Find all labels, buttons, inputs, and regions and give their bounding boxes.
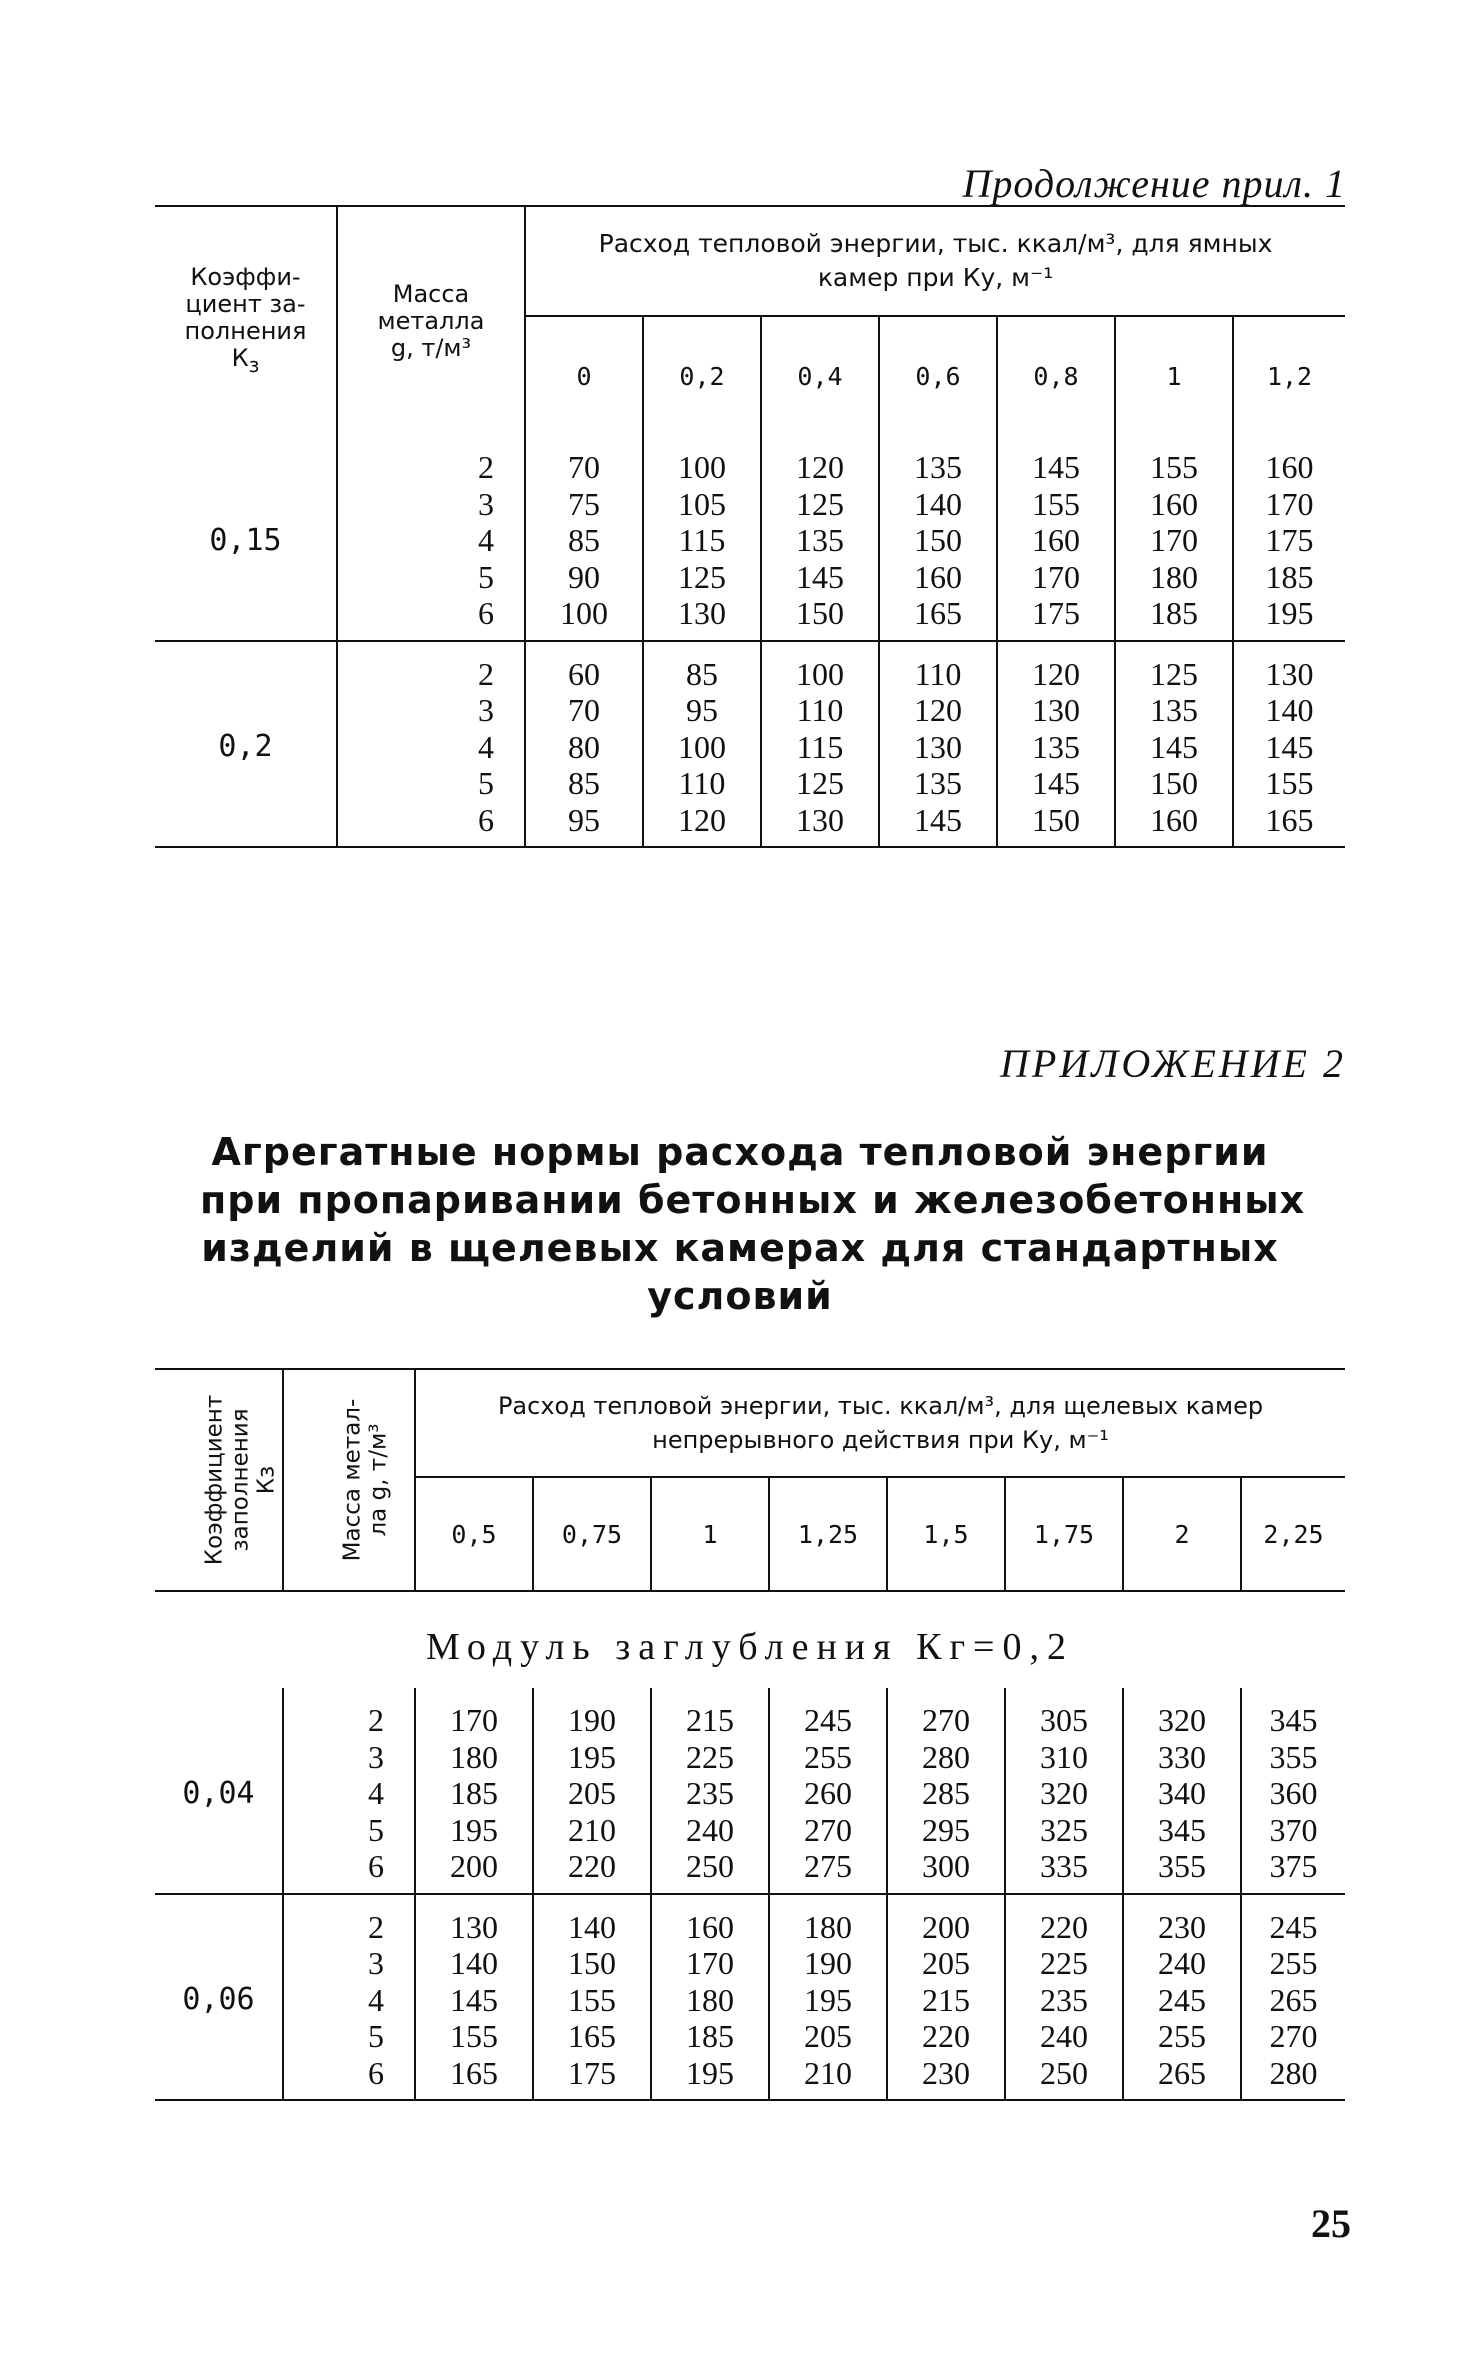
table-cell: 85: [686, 655, 718, 692]
mass-values: [283, 1688, 415, 1894]
table-cell: 255: [1269, 1945, 1318, 1981]
table-cell: 95: [568, 801, 600, 838]
value-column: [1123, 1688, 1241, 1894]
table-cell: 130: [1032, 692, 1080, 728]
k-value: 0,04: [182, 1775, 255, 1811]
value-column: [415, 1688, 533, 1894]
value-column: [1115, 435, 1233, 641]
table-cell: 195: [686, 2054, 734, 2091]
table-appendix-2-body: [155, 1688, 1345, 2101]
table-cell: 245: [1158, 1981, 1206, 2018]
table-cell: 120: [914, 692, 962, 728]
table-cell: 345: [1158, 1811, 1206, 1848]
table-cell: 105: [678, 485, 726, 522]
table-cell: 170: [450, 1702, 498, 1738]
table-appendix-1-continued: [155, 205, 1345, 848]
title-line: условий: [647, 1274, 833, 1318]
table-cell: 160: [914, 558, 962, 595]
mass-values: [337, 641, 525, 848]
table-cell: 270: [922, 1702, 970, 1738]
table-cell: 335: [1040, 1848, 1088, 1884]
table-cell: 255: [1158, 2018, 1206, 2054]
table-cell: 135: [796, 522, 844, 558]
col-header: 0,5: [415, 1477, 533, 1591]
table-cell: 125: [678, 558, 726, 595]
mass-values: [283, 1894, 415, 2101]
mass-value: 4: [368, 1981, 384, 2018]
col-header: 0,75: [533, 1477, 651, 1591]
value-column: [761, 641, 879, 848]
table-cell: 145: [1032, 765, 1080, 801]
value-column: [1005, 1688, 1123, 1894]
table-cell: 185: [686, 2018, 734, 2054]
table-cell: 300: [922, 1848, 970, 1884]
table-cell: 175: [568, 2054, 616, 2091]
table-cell: 165: [450, 2054, 498, 2091]
mass-value: 6: [478, 801, 494, 838]
value-column: [525, 641, 643, 848]
table-cell: 250: [1040, 2054, 1088, 2091]
title-line: при пропаривании бетонных и железобетонных: [200, 1178, 1306, 1222]
table-cell: 85: [568, 522, 600, 558]
mass-value: 3: [368, 1945, 384, 1981]
mass-value: 3: [478, 692, 494, 728]
table-cell: 160: [1150, 485, 1198, 522]
k-column-header: Коэффициент заполнения Кз: [155, 1369, 283, 1591]
table-cell: 100: [560, 595, 608, 631]
value-column: [643, 641, 761, 848]
table-cell: 160: [686, 1908, 734, 1945]
table-cell: 80: [568, 728, 600, 765]
table-cell: 190: [568, 1702, 616, 1738]
table-cell: 195: [568, 1738, 616, 1775]
table-cell: 160: [1032, 522, 1080, 558]
table-cell: 285: [922, 1775, 970, 1811]
value-column: [769, 1894, 887, 2101]
col-header: 1: [1115, 316, 1233, 435]
value-column: [533, 1688, 651, 1894]
table-cell: 165: [568, 2018, 616, 2054]
value-column: [643, 435, 761, 641]
table-cell: 185: [1265, 558, 1314, 595]
table-cell: 340: [1158, 1775, 1206, 1811]
table-cell: 195: [1265, 595, 1314, 631]
table-cell: 355: [1158, 1848, 1206, 1884]
table-cell: 210: [804, 2054, 852, 2091]
table-cell: 145: [1150, 728, 1198, 765]
page-number: 25: [1311, 2201, 1351, 2246]
table-cell: 160: [1265, 449, 1314, 485]
mass-column-header: Масса метал- ла g, т/м³: [283, 1369, 415, 1591]
col-header: 0: [525, 316, 643, 435]
table-cell: 190: [804, 1945, 852, 1981]
table-appendix-2-header: [155, 1368, 1345, 1592]
table-cell: 150: [796, 595, 844, 631]
table-cell: 270: [804, 1811, 852, 1848]
table-cell: 175: [1265, 522, 1314, 558]
table-cell: 115: [796, 728, 844, 765]
col-header: 2,25: [1241, 1477, 1345, 1591]
table-cell: 345: [1269, 1702, 1318, 1738]
table-cell: 170: [1265, 485, 1314, 522]
table-cell: 210: [568, 1811, 616, 1848]
table-cell: 60: [568, 655, 600, 692]
table-cell: 155: [568, 1981, 616, 2018]
table-cell: 225: [1040, 1945, 1088, 1981]
table-cell: 70: [568, 692, 600, 728]
table-cell: 100: [678, 728, 726, 765]
table-cell: 200: [922, 1908, 970, 1945]
mass-column-header: Масса металла g, т/м³: [337, 206, 525, 435]
value-column: [533, 1894, 651, 2101]
value-column: [1241, 1894, 1345, 2101]
table-cell: 125: [1150, 655, 1198, 692]
table-cell: 185: [1150, 595, 1198, 631]
table-cell: 320: [1158, 1702, 1206, 1738]
table-cell: 150: [568, 1945, 616, 1981]
table-cell: 220: [922, 2018, 970, 2054]
table-cell: 95: [686, 692, 718, 728]
table-cell: 155: [1150, 449, 1198, 485]
value-column: [525, 435, 643, 641]
table-cell: 330: [1158, 1738, 1206, 1775]
value-column: [887, 1894, 1005, 2101]
table-cell: 230: [1158, 1908, 1206, 1945]
k-value: 0,06: [155, 1894, 283, 2101]
table-cell: 240: [1040, 2018, 1088, 2054]
col-header: 1,75: [1005, 1477, 1123, 1591]
table-cell: 360: [1269, 1775, 1318, 1811]
table-cell: 280: [1269, 2054, 1318, 2091]
table-cell: 135: [1150, 692, 1198, 728]
continuation-caption: Продолжение прил. 1: [962, 161, 1346, 206]
table-cell: 265: [1158, 2054, 1206, 2091]
table-cell: 180: [686, 1981, 734, 2018]
mass-value: 5: [478, 558, 494, 595]
mass-value: 6: [368, 1848, 384, 1884]
table-cell: 205: [804, 2018, 852, 2054]
mass-value: 5: [368, 1811, 384, 1848]
table-cell: 140: [450, 1945, 498, 1981]
table-cell: 170: [1150, 522, 1198, 558]
appendix-title: [200, 1128, 1306, 1320]
col-header: 0,2: [643, 316, 761, 435]
table-cell: 135: [914, 449, 962, 485]
table-cell: 130: [796, 801, 844, 838]
k-value: 0,15: [209, 522, 282, 558]
table-cell: 140: [1265, 692, 1314, 728]
table-cell: 275: [804, 1848, 852, 1884]
table-cell: 180: [450, 1738, 498, 1775]
value-column: [879, 641, 997, 848]
table-cell: 145: [796, 558, 844, 595]
mass-value: 2: [478, 655, 494, 692]
table-cell: 215: [922, 1981, 970, 2018]
table-cell: 260: [804, 1775, 852, 1811]
table-cell: 110: [914, 655, 962, 692]
table-cell: 235: [1040, 1981, 1088, 2018]
table-block: [155, 1688, 1345, 1894]
table-cell: 125: [796, 765, 844, 801]
table-cell: 120: [796, 449, 844, 485]
table-cell: 305: [1040, 1702, 1088, 1738]
table-cell: 70: [568, 449, 600, 485]
col-header: 1,25: [769, 1477, 887, 1591]
value-column: [997, 641, 1115, 848]
value-column: [1115, 641, 1233, 848]
value-column: [1233, 435, 1345, 641]
table-cell: 145: [914, 801, 962, 838]
table-cell: 245: [1269, 1908, 1318, 1945]
value-column: [761, 435, 879, 641]
table-cell: 295: [922, 1811, 970, 1848]
col-header: 1,5: [887, 1477, 1005, 1591]
table-cell: 320: [1040, 1775, 1088, 1811]
table-cell: 240: [1158, 1945, 1206, 1981]
value-column: [769, 1688, 887, 1894]
title-line: изделий в щелевых камерах для стандартных: [201, 1226, 1279, 1270]
table-cell: 130: [914, 728, 962, 765]
appendix-caption: ПРИЛОЖЕНИЕ 2: [1000, 1041, 1346, 1086]
table-cell: 75: [568, 485, 600, 522]
mass-value: 2: [368, 1702, 384, 1738]
mass-value: 6: [478, 595, 494, 631]
table-cell: 165: [914, 595, 962, 631]
k-value: 0,2: [155, 641, 337, 848]
value-column: [1005, 1894, 1123, 2101]
mass-value: 2: [368, 1908, 384, 1945]
table-cell: 375: [1269, 1848, 1318, 1884]
col-header: 1: [651, 1477, 769, 1591]
col-header: 0,6: [879, 316, 997, 435]
col-header: 2: [1123, 1477, 1241, 1591]
table-cell: 155: [1265, 765, 1314, 801]
mass-value: 5: [368, 2018, 384, 2054]
mass-value: 3: [368, 1738, 384, 1775]
table-cell: 270: [1269, 2018, 1318, 2054]
mass-values: [337, 435, 525, 641]
table-cell: 155: [1032, 485, 1080, 522]
table-cell: 150: [1032, 801, 1080, 838]
value-column: [651, 1894, 769, 2101]
table-cell: 150: [1150, 765, 1198, 801]
value-column: [1123, 1894, 1241, 2101]
table-cell: 180: [1150, 558, 1198, 595]
mass-value: 6: [368, 2054, 384, 2091]
table-cell: 205: [922, 1945, 970, 1981]
table-cell: 175: [1032, 595, 1080, 631]
table-cell: 145: [1032, 449, 1080, 485]
table-cell: 230: [922, 2054, 970, 2091]
table-cell: 145: [450, 1981, 498, 2018]
table-cell: 250: [686, 1848, 734, 1884]
table-cell: 200: [450, 1848, 498, 1884]
table-cell: 180: [804, 1908, 852, 1945]
mass-value: 4: [478, 728, 494, 765]
table-cell: 130: [678, 595, 726, 631]
table-cell: 140: [568, 1908, 616, 1945]
table-cell: 280: [922, 1738, 970, 1775]
table-cell: 120: [1032, 655, 1080, 692]
value-column: [415, 1894, 533, 2101]
col-header: 0,8: [997, 316, 1115, 435]
table-block: [155, 641, 1345, 848]
table-cell: 165: [1265, 801, 1314, 838]
table-block: [155, 435, 1345, 641]
table-cell: 120: [678, 801, 726, 838]
col-header: 1,2: [1233, 316, 1345, 435]
value-column: [887, 1688, 1005, 1894]
value-column: [1233, 641, 1345, 848]
table-cell: 370: [1269, 1811, 1318, 1848]
depth-modulus-caption: Модуль заглубления Кг=0,2: [426, 1626, 1074, 1668]
table-cell: 355: [1269, 1738, 1318, 1775]
title-line: Агрегатные нормы расхода тепловой энергии: [211, 1130, 1269, 1174]
mass-value: 5: [478, 765, 494, 801]
table-cell: 205: [568, 1775, 616, 1811]
value-column: [651, 1688, 769, 1894]
table-cell: 90: [568, 558, 600, 595]
table-cell: 170: [1032, 558, 1080, 595]
table-cell: 115: [678, 522, 726, 558]
table-cell: 225: [686, 1738, 734, 1775]
energy-group-header: Расход тепловой энергии, тыс. ккал/м³, для ямных камер при Ку, м⁻¹: [525, 206, 1345, 316]
table-cell: 220: [1040, 1908, 1088, 1945]
table-cell: 325: [1040, 1811, 1088, 1848]
table-cell: 245: [804, 1702, 852, 1738]
table-cell: 130: [1265, 655, 1314, 692]
table-cell: 100: [678, 449, 726, 485]
table-cell: 155: [450, 2018, 498, 2054]
table-cell: 170: [686, 1945, 734, 1981]
table-cell: 85: [568, 765, 600, 801]
table-cell: 110: [678, 765, 726, 801]
table-cell: 235: [686, 1775, 734, 1811]
table-cell: 185: [450, 1775, 498, 1811]
table-cell: 195: [450, 1811, 498, 1848]
mass-value: 3: [478, 485, 494, 522]
table-cell: 160: [1150, 801, 1198, 838]
table-cell: 140: [914, 485, 962, 522]
table-block: [155, 1894, 1345, 2101]
mass-value: 2: [478, 449, 494, 485]
value-column: [997, 435, 1115, 641]
table-cell: 145: [1265, 728, 1314, 765]
col-header: 0,4: [761, 316, 879, 435]
energy-group-header: Расход тепловой энергии, тыс. ккал/м³, для щелевых камер непрерывного действия при Ку, м⁻¹: [415, 1369, 1345, 1477]
table-cell: 220: [568, 1848, 616, 1884]
table-cell: 125: [796, 485, 844, 522]
table-cell: 310: [1040, 1738, 1088, 1775]
table-cell: 135: [1032, 728, 1080, 765]
table-cell: 240: [686, 1811, 734, 1848]
table-cell: 215: [686, 1702, 734, 1738]
table-cell: 100: [796, 655, 844, 692]
value-column: [1241, 1688, 1345, 1894]
table-cell: 150: [914, 522, 962, 558]
mass-value: 4: [478, 522, 494, 558]
mass-value: 4: [368, 1775, 384, 1811]
table-cell: 110: [796, 692, 844, 728]
value-column: [879, 435, 997, 641]
table-cell: 135: [914, 765, 962, 801]
table-cell: 130: [450, 1908, 498, 1945]
table-cell: 255: [804, 1738, 852, 1775]
table-cell: 195: [804, 1981, 852, 2018]
table-cell: 265: [1269, 1981, 1318, 2018]
k-column-header: Коэффи- циент за- полнения $К_з$: [155, 206, 337, 435]
